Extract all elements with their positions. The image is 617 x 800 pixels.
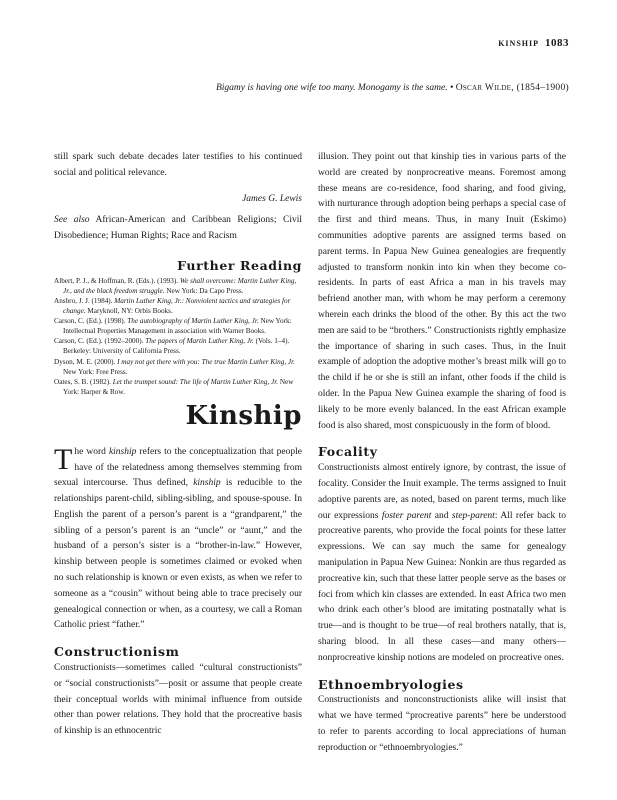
constructionism-text-left: Constructionists—sometimes called “cultural constructionists” or “social constructionists”—posit or assume that people create their conceptual worlds with minimal influence from outside other than power relations. They hold that the procreative basis of kinship is an ethnocentric [54,663,302,737]
drop-cap: T [54,442,73,476]
reference-item: Carson, C. (Ed.). (1998). The autobiography of Martin Luther King, Jr. New York: Intellectual Properties Management in association with Warner Books. [54,317,292,336]
see-also [54,213,302,245]
reference-item: Albert, P. J., & Hoffman, R. (Eds.). (1993). We shall overcome: Martin Luther King, Jr., and the black freedom struggle. New York: Da Capo Press. [54,276,297,295]
epigraph [216,83,569,93]
reference-item: Oates, S. B. (1982). Let the trumpet sound: The life of Martin Luther King, Jr. New York: Harper & Row. [54,377,294,396]
reference-item: Carson, C. (Ed.). (1992–2000). The papers of Martin Luther King, Jr. (Vols. 1–4). Berkeley: University of California Press. [54,337,290,356]
section-heading-ethnoembryologies: Ethnoembryologies [318,676,464,692]
see-also-text: African-American and Caribbean Religions; Civil Disobedience; Human Rights; Race and Racism [54,215,302,242]
reference-item: Ansbro, J. J. (1984). Martin Luther King, Jr.: Nonviolent tactics and strategies for change. Maryknoll, NY: Orbis Books. [54,296,291,316]
focality-paragraph: Constructionists almost entirely ignore, by contrast, the issue of focality. Consider the Inuit example. The terms assigned to Inuit adoptive parents are, as noted, based on parent terms, much like our expressions foster parent and step-parent: All refer back to procreative parents, who provide the focal points for these latter expressions. We can say much the same for genealogy manipulation in Papua New Guinea: Nonkin are thus regarded as procreative kin, such that these latter people serve as the bases or foci from which kin classes are extended. In east Africa two men who drink each other’s blood are imitating postnatally what is true—and is thought to be true—of real brothers natally, that is, sharing blood. In all these cases—and many others—nonprocreative kinship notions are modeled on procreative ones. [318,463,566,663]
intro-paragraph: The word kinship refers to the conceptualization that people have of the relatedness among themselves stemming from sexual intercourse. Thus defined, kinship is reducible to the relationships parent-child, sibling-sibling, and spouse-spouse. In English the parent of a person’s parent is a “grandparent,” the sibling of a person’s parent is an “uncle” or “aunt,” and the husband of a person’s sister is a “brother-in-law.” However, kinship between people is sometimes claimed or evoked when no such relationship is known or even exists, as when we refer to someone as a “cousin” without being able to trace precisely our genealogical connection or when, as a courtesy, we call a Roman Catholic priest “father.” [54,442,302,631]
section-heading-focality: Focality [318,444,378,460]
see-also-label: See also [54,215,90,226]
ethnoembryologies-paragraph: Constructionists and nonconstructionists alike will insist that what we have termed “procreative parents” here be understood to refer to parents according to local appreciations of human reproduction or “ethnoembryologies.” [318,695,566,753]
reference-list [54,276,302,397]
left-column [54,150,302,740]
author-signature: James G. Lewis [242,193,302,204]
section-heading-constructionism: Constructionism [54,644,180,660]
constructionism-text-right: illusion. They point out that kinship ties in various parts of the world are created by nonprocreative means. Foremost among these means are co-residence, food sharing, and food giving, with nurturance through adoption being perhaps a special case of the first and third means. Thus, in many Inuit (Eskimo) communities adoptive parents are assigned terms based on parent terms. In Papua New Guinea genealogies are frequently adjusted to transform nonkin into kin when they become co-residents. In parts of east Africa a man in his travels may befriend another man, with whom he may perform a ceremony wherein each drinks the blood of the other. By this act the two men are said to be “brothers.” Constructionists rightly emphasize the importance of sharing in such cases. Thus, in the Inuit example of adoption the adoptive mother’s breast milk will go to the child if he or she is still an infant, other foods if the child is older. In the Papua New Guinea example the sharing of food is likely to be more evenly balanced. In the east African example food is also shared, most conspicuously in the form of blood. [318,152,566,431]
reference-item: Dyson, M. E. (2000). I may not get there with you: The true Martin Luther King, Jr. New York: Free Press. [54,357,295,376]
right-column [318,150,566,756]
prev-article-closing: still spark such debate decades later testifies to his continued social and political relevance. [54,152,302,178]
article-title: Kinship [185,400,302,431]
epigraph-text: Bigamy is having one wife too many. Monogamy is the same. • [215,83,454,93]
epigraph-author: Oscar Wilde, (1854–1900) [455,83,569,93]
page-number: 1083 [545,37,569,49]
running-head-word: kinship [498,37,539,49]
further-reading-heading: Further Reading [177,257,302,273]
running-head [498,37,569,49]
